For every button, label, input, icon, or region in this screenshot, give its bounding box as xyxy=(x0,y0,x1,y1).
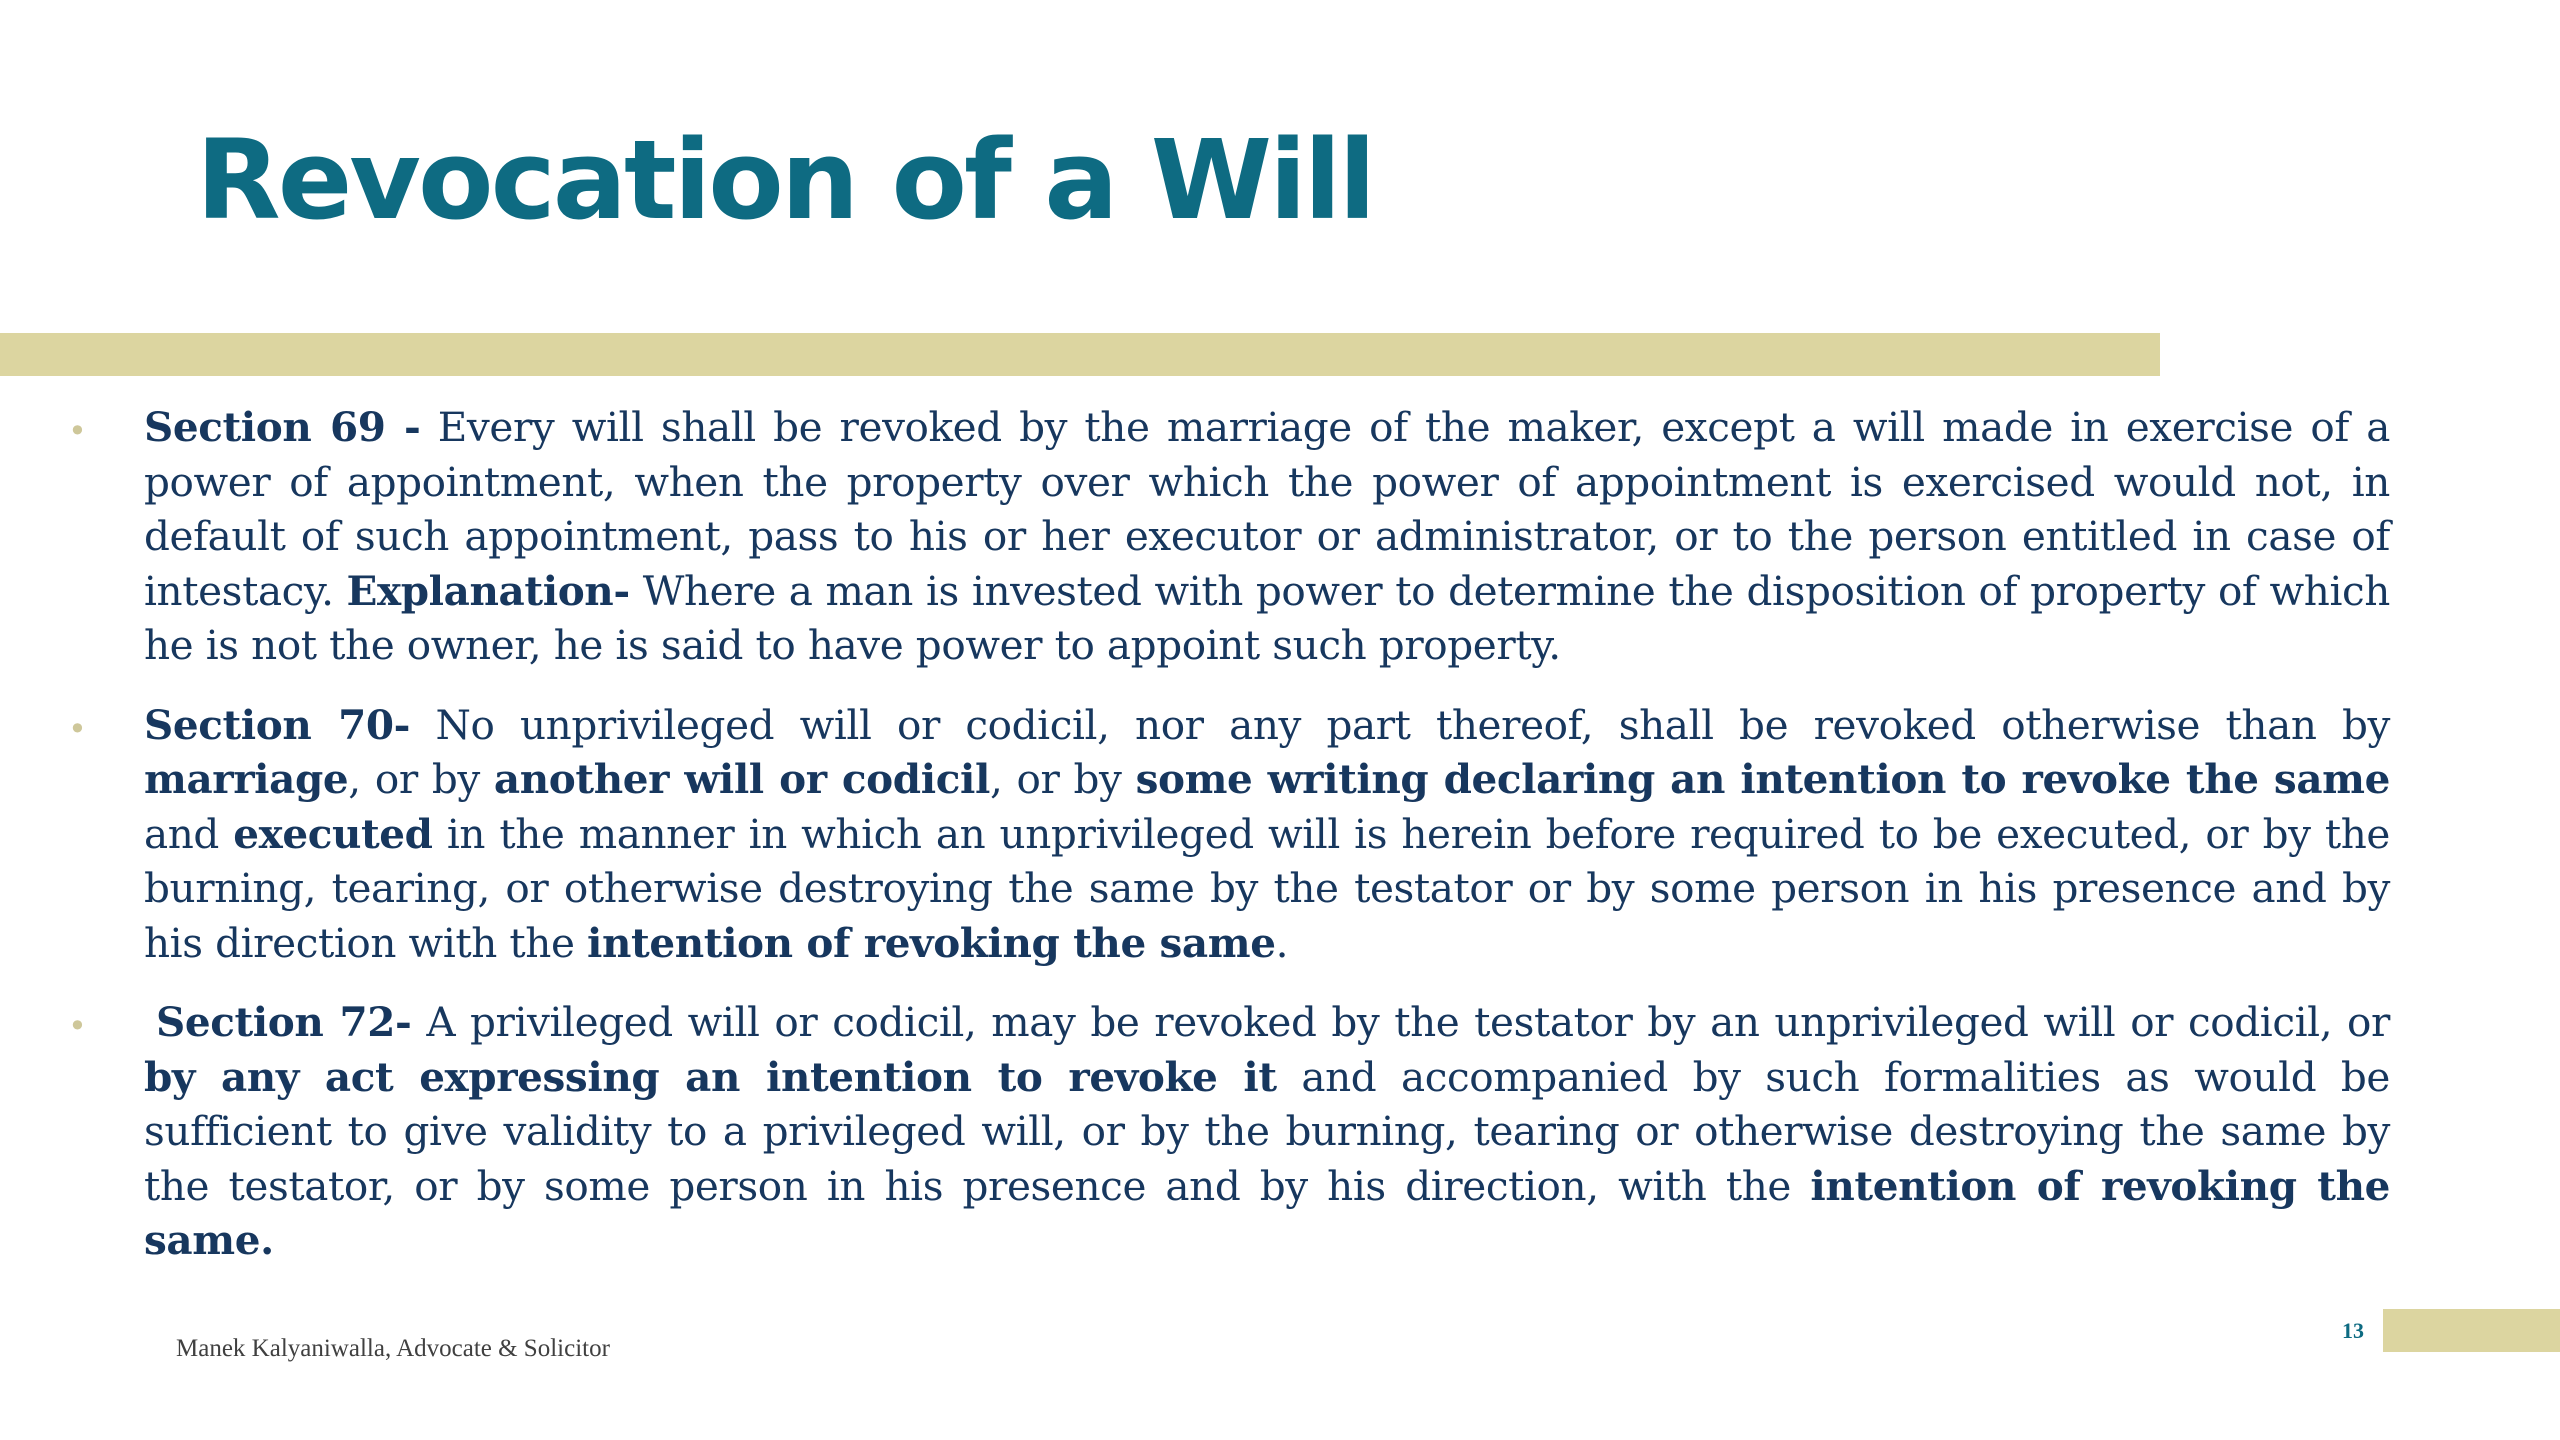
bullet-icon: • xyxy=(68,709,87,748)
section-label: Section 69 - xyxy=(144,403,421,451)
footer-accent-bar xyxy=(2383,1309,2560,1352)
slide-title: Revocation of a Will xyxy=(196,116,1374,244)
section-label: Section 70- xyxy=(144,700,411,749)
bullet-icon: • xyxy=(68,1007,87,1045)
bullet-section-72 xyxy=(64,995,2390,1268)
explanation-label: Explanation- xyxy=(346,566,630,615)
title-divider-bar xyxy=(0,333,2160,376)
section-70-text: Section 70- No unprivileged will or codicil, nor any part thereof, shall be revoked otherwise than by marriage, or by another will or codicil, or by some writing declaring an intention to revoke the same and executed in the manner in which an unprivileged will is herein before required to be executed, or by the burning, tearing, or otherwise destroying the same by the testator or by some person in his presence and by his direction with the intention of revoking the same. xyxy=(144,700,2390,967)
section-69-text: Section 69 - Every will shall be revoked by the marriage of the maker, except a will made in exercise of a power of appointment, when the property over which the power of appointment is exercised would not, in default of such appointment, pass to his or her executor or administrator, or to the person entitled in case of intestacy. Explanation- Where a man is invested with power to determine the disposition of property of which he is not the owner, he is said to have power to appoint such property. xyxy=(144,403,2390,669)
page-number: 13 xyxy=(2342,1318,2364,1343)
section-72-text: Section 72- A privileged will or codicil, may be revoked by the testator by an unprivileged will or codicil, or by any act expressing an intention to revoke it and accompanied by such formalities as would be sufficient to give validity to a privileged will, or by the burning, tearing or otherwise destroying the same by the testator, or by some person in his presence and by his direction, with the intention of revoking the same. xyxy=(144,998,2390,1264)
section-label: Section 72- xyxy=(156,998,412,1046)
footer-author: Manek Kalyaniwalla, Advocate & Solicitor xyxy=(176,1335,610,1362)
bullet-section-70 xyxy=(64,698,2390,971)
slide-body xyxy=(64,400,2390,1293)
bullet-icon: • xyxy=(68,412,87,450)
bullet-section-69 xyxy=(64,400,2390,673)
